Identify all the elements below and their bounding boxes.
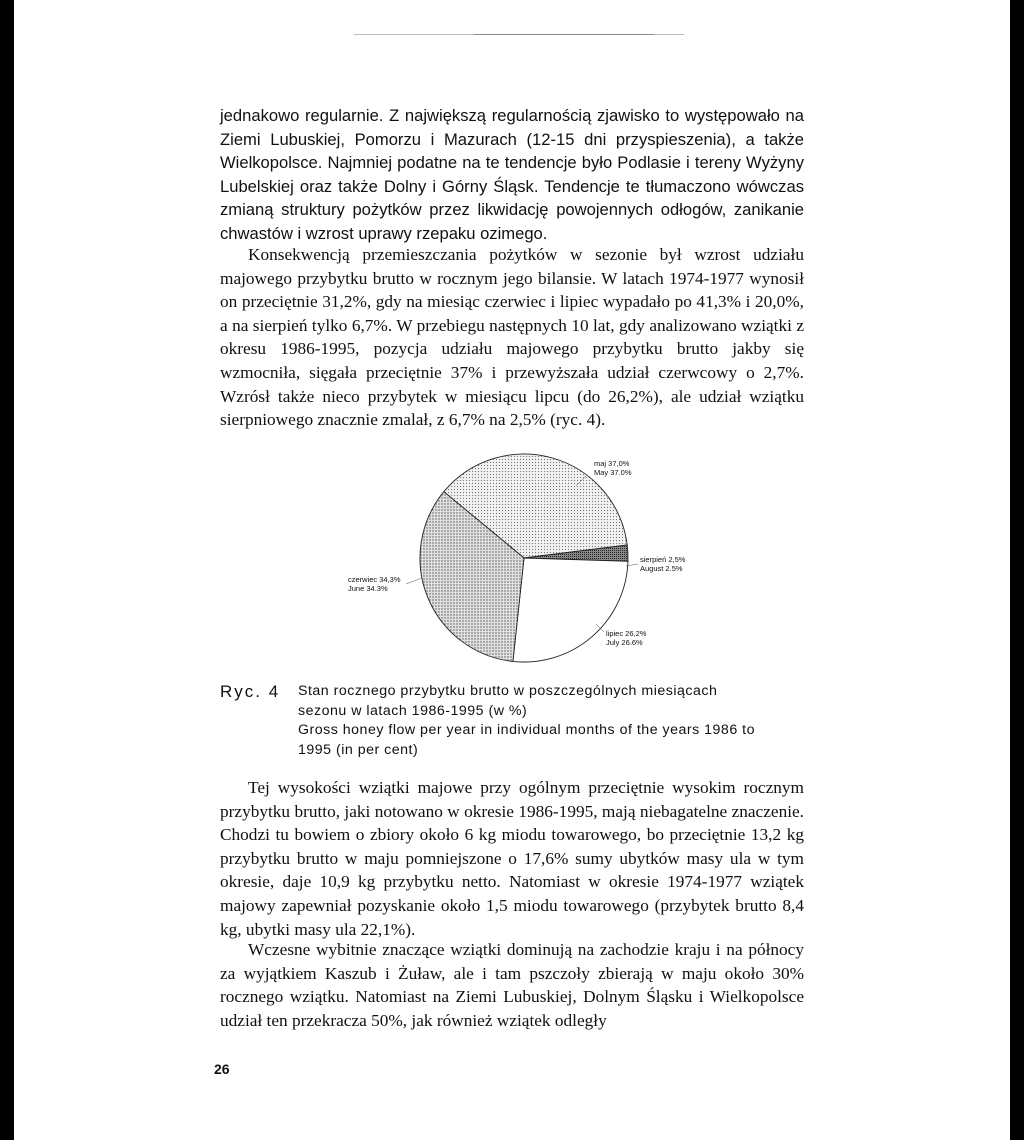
slice-label-en: August 2.5% [640,564,683,573]
pie-chart [324,446,724,676]
caption-label: Ryc. 4 [220,682,281,701]
document-page [14,0,1010,1140]
page-number: 26 [214,1061,230,1077]
paragraph-1: jednakowo regularnie. Z największą regularnością zjawisko to występowało na Ziemi Lubuskiej, Pomorzu i Mazurach (12-15 dni przyspieszenia), a także Wielkopolsce. Najmniej podatne na te tendencje było Podlasie i tereny Wyżyny Lubelskiej oraz także Dolny i Górny Śląsk. Tendencje te tłumaczono wówczas zmianą struktury pożytków przez likwidację powojennych odłogów, zanikanie chwastów i wzrost uprawy rzepaku ozimego. [220,106,804,243]
slice-label-en: June 34.3% [348,584,388,593]
slice-label-en: July 26.6% [606,638,643,647]
paragraph-3: Tej wysokości wziątki majowe przy ogólnym przeciętnie wysokim rocznym przybytku brutto, jaki notowano w okresie 1986-1995, mają niebagatelne znaczenie. Chodzi tu bowiem o zbiory około 6 kg miodu towarowego, bo przeciętnie 13,2 kg przybytku brutto w maju pomniejszone o 17,6% sumy ubytków masy ula w tym okresie, daje 10,9 kg przybytku netto. Natomiast w okresie 1974-1977 wziątek majowy zapewniał pozyskanie około 1,5 miodu towarowego (przybytek brutto 8,4 kg, ubytki masy ula 22,1%). [220,778,804,939]
figure-caption [220,682,820,760]
scan-artifact-line [474,34,654,35]
caption-pl-line-1: Stan rocznego przybytku brutto w poszczególnych miesiącach [298,683,718,699]
slice-label-pl: lipiec 26,2% [606,629,647,638]
paragraph-4: Wczesne wybitnie znaczące wziątki dominują na zachodzie kraju i na północy za wyjątkiem Kaszub i Żuław, ale i tam pszczoły zbierają w maju około 30% rocznego wziątku. Natomiast na Ziemi Lubuskiej, Dolnym Śląsku i Wielkopolsce udział ten przekracza 50%, jak również wziątek odległy [220,940,804,1030]
caption-text [298,682,755,760]
caption-pl-line-2: sezonu w latach 1986-1995 (w %) [298,702,528,719]
caption-en-line-1: Gross honey flow per year in individual months of the years 1986 to [298,722,755,738]
label-leader-line [406,578,422,584]
paragraph-2: Konsekwencją przemieszczania pożytków w sezonie był wzrost udziału majowego przybytku brutto w rocznym jego bilansie. W latach 1974-1977 wynosił on przeciętnie 31,2%, gdy na miesiąc czerwiec i lipiec wypadało po 41,3% i 20,0%, a na sierpień tylko 6,7%. W przebiegu następnych 10 lat, gdy analizowano wziątki z okresu 1986-1995, pozycja udziału majowego przybytku brutto jakby się wzmocniła, sięgała przeciętnie 37% i przewyższała udział czerwcowy o 2,7%. Wzrósł także nieco przybytek w miesiącu lipcu (do 26,2%), ale udział wziątku sierpniowego znacznie zmalał, z 6,7% na 2,5% (ryc. 4). [220,245,804,430]
slice-label-en: May 37.0% [594,468,632,477]
caption-en-line-2: 1995 (in per cent) [298,741,419,758]
slice-label-pl: maj 37,0% [594,459,630,468]
slice-label-pl: sierpień 2,5% [640,555,686,564]
slice-label-pl: czerwiec 34,3% [348,575,401,584]
